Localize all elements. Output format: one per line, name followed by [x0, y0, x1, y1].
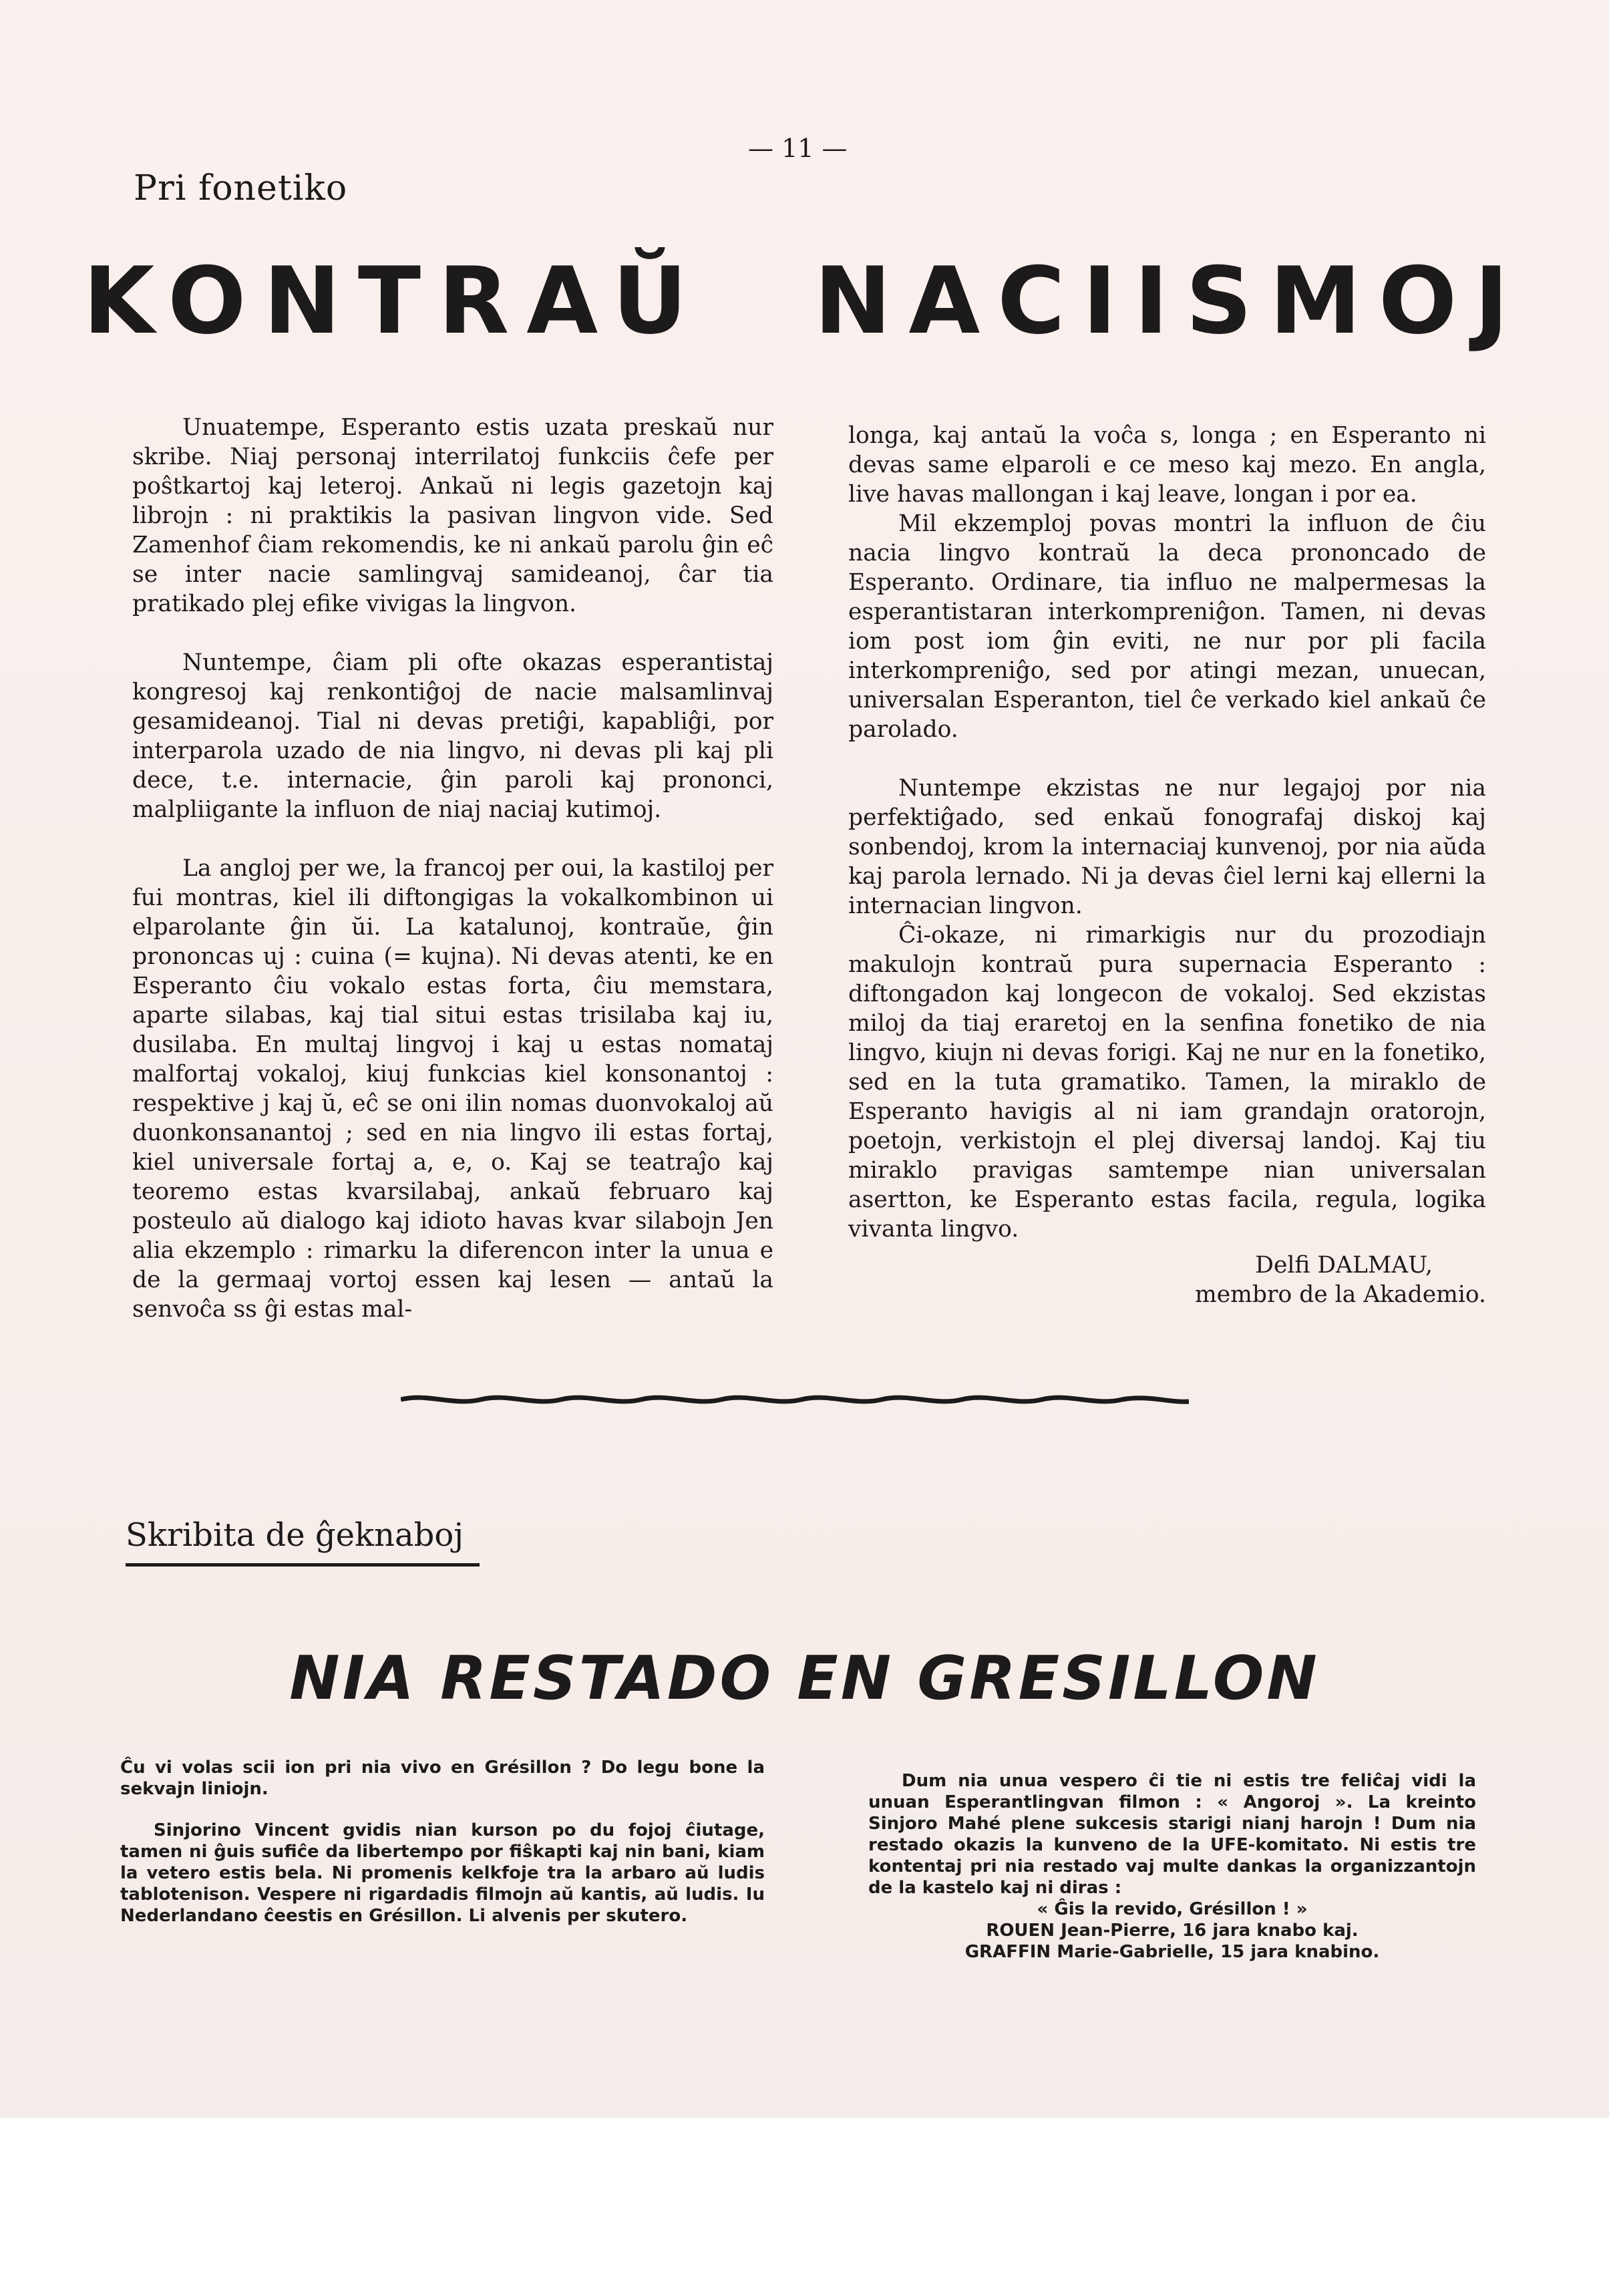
- article-column-left: [132, 413, 773, 1324]
- paragraph: Unuatempe, Esperanto estis uzata preskaŭ nur skribe. Niaj personaj interrilatoj funkciis ĉefe per poŝtkartoj kaj leteroj. Ankaŭ ni legis gazetojn kaj librojn : ni praktikis la pasivan lingvon vide. Sed Zamenhof ĉiam rekomendis, ke ni ankaŭ parolu ĝin eĉ se inter nacie samlingvaj samideanoj, ĉar tia pratikado plej efike vivigas la lingvon.: [132, 414, 773, 617]
- article-headline: KONTRAŬ NACIISMOJ: [83, 247, 1526, 355]
- scan-margin: [0, 2118, 1609, 2296]
- paragraph: Nuntempe, ĉiam pli ofte okazas esperantistaj kongresoj kaj renkontiĝoj de nacie malsamlinvaj gesamideanoj. Tial ni devas pretiĝi, kapabliĝi, por interparola uzado de nia lingvo, ni devas pli kaj pli dece, t.e. internacie, ĝin paroli kaj prononci, malpliigante la influon de niaj naciaj kutimoj.: [132, 649, 773, 823]
- paragraph: Ĉi-okaze, ni rimarkigis nur du prozodiajn makulojn kontraŭ pura supernacia Esperanto : diftongadon kaj longecon de vokaloj. Sed ekzistas miloj da tiaj eraretoj en la senfina fonetiko de nia lingvo, kiujn ni devas forigi. Kaj ne nur en la fonetiko, sed en la tuta gramatiko. Tamen, la miraklo de Esperanto havigis al ni iam grandajn oratorojn, poetojn, verkistojn el plej diversaj landoj. Kaj tiu miraklo pravigas samtempe nian universalan asertton, ke Esperanto estas facila, regula, logika vivanta lingvo.: [848, 922, 1486, 1243]
- paragraph: Ĉu vi volas scii ion pri nia vivo en Grésillon ? Do legu bone la sekvajn liniojn.: [120, 1758, 765, 1799]
- paragraph: longa, kaj antaŭ la voĉa s, longa ; en Esperanto ni devas same elparoli e ce meso kaj mezo. En angla, live havas mallongan i kaj leave, longan i por ea.: [848, 422, 1486, 508]
- author-name: Delfi DALMAU,: [1255, 1252, 1433, 1279]
- quote: « Ĝis la revido, Grésillon ! »: [1037, 1899, 1308, 1919]
- paragraph: La angloj per we, la francoj per oui, la kastiloj per fui montras, kiel ili diftongigas la vokalkombinon ui elparolante ĝin ŭi. La katalunoj, kontraŭe, ĝin prononcas uj : cuina (= kujna). Ni devas atenti, ke en Esperanto ĉiu vokalo estas forta, ĉiu memstara, aparte silabas, kaj tial situi estas trisilaba kaj iu, dusilaba. En multaj lingvoj i kaj u estas nomataj malfortaj vokaloj, kiuj funkcias kiel konsonantoj : respektive j kaj ŭ, eĉ se oni ilin nomas duonvokaloj aŭ duonkonsanantoj ; sed en nia lingvo ili estas fortaj, kiel universale fortaj a, e, o. Kaj se teatraĵo kaj teoremo estas kvarsilabaj, ankaŭ februaro kaj posteulo aŭ dialogo kaj idioto havas kvar silabojn Jen alia ekzemplo : rimarku la diferencon inter la unua e de la germaaj vortoj essen kaj lesen — antaŭ la senvoĉa ss ĝi estas mal-: [132, 855, 773, 1323]
- paragraph: Nuntempe ekzistas ne nur legajoj por nia perfektiĝado, sed enkaŭ fonografaj diskoj kaj sonbendoj, krom la internaciaj kunvenoj, por nia aŭda kaj parola lernado. Ni ja devas ĉiel lerni kaj ellerni la internacian lingvon.: [848, 775, 1486, 919]
- paragraph: Dum nia unua vespero ĉi tie ni estis tre feliĉaj vidi la unuan Esperantlingvan filmon : « Angoroj ». La kreinto Sinjoro Mahé plene sukcesis starigi nianj harojn ! Dum nia restado okazis la kunveno de la UFE-komitato. Ni estis tre kontentaj pri nia restado vaj multe dankas la organizzantojn de la kastelo kaj ni diras :: [868, 1771, 1476, 1898]
- article-column-right: [868, 1770, 1476, 1963]
- article-headline: NIA RESTADO EN GRESILLON: [289, 1643, 1320, 1713]
- paragraph: Sinjorino Vincent gvidis nian kurson po du fojoj ĉiutage, tamen ni ĝuis sufiĉe da libertempo por fiŝkapti kaj nin bani, kiam la vetero estis bela. Ni promenis kelkfoje tra la arbaro aŭ ludis tablotenison. Vespere ni rigardadis filmojn aŭ kantis, aŭ ludis. Iu Nederlandano ĉeestis en Grésillon. Li alvenis per skutero.: [120, 1820, 765, 1926]
- author-name: ROUEN Jean-Pierre, 16 jara knabo kaj.: [986, 1921, 1359, 1941]
- page-number: — 11 —: [748, 134, 848, 163]
- article-column-left: [120, 1757, 765, 1947]
- author-name: GRAFFIN Marie-Gabrielle, 15 jara knabino.: [964, 1942, 1380, 1962]
- section-label: Skribita de ĝeknaboj: [126, 1516, 464, 1554]
- wavy-divider: [401, 1383, 1189, 1416]
- paragraph: Mil ekzemploj povas montri la influon de ĉiu nacia lingvo kontraŭ la deca prononcado de Esperanto. Ordinare, tia influo ne malpermesas la esperantistaran interkompreniĝon. Tamen, ni devas iom post iom ĝin eviti, ne nur por pli facila interkompreniĝo, sed por atingi mezan, unuecan, universalan Esperanton, tiel ĉe verkado kiel ankaŭ ĉe parolado.: [848, 510, 1486, 743]
- underline-rule: [126, 1563, 480, 1567]
- author-role: membro de la Akademio.: [1195, 1281, 1486, 1308]
- section-label: Pri fonetiko: [134, 168, 348, 208]
- article-column-right: [848, 421, 1486, 1309]
